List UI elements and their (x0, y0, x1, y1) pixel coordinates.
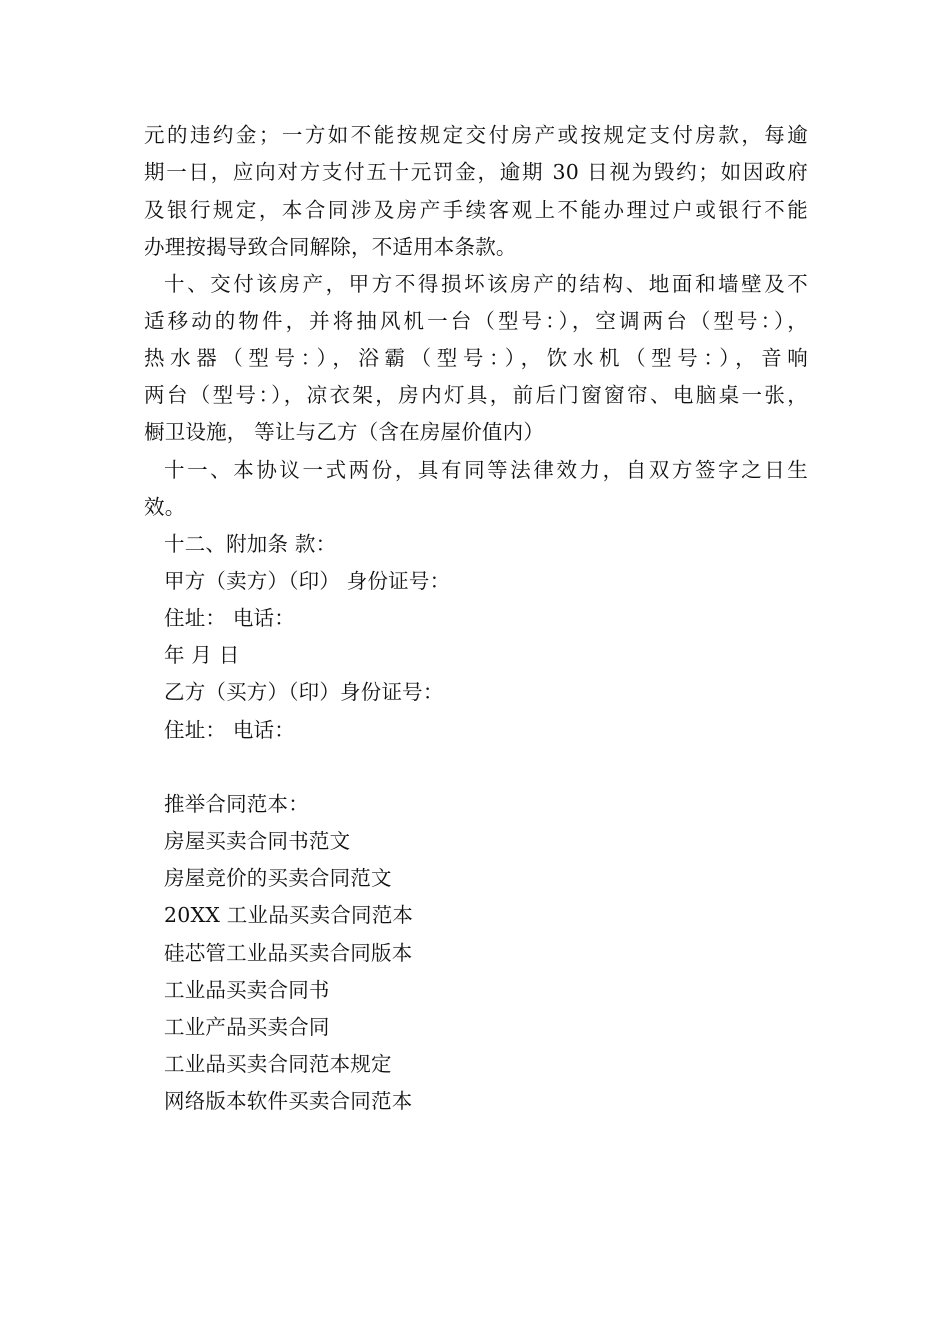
party-b-signature-line: 乙方（买方）（印）身份证号： (164, 680, 444, 704)
paragraph-line: 两台（型号：），凉衣架，房内灯具，前后门窗窗帘、电脑桌一张， (144, 383, 808, 407)
paragraph-line: 元的违约金；一方如不能按规定交付房产或按规定支付房款，每逾 (144, 123, 808, 147)
clause-eleven-line: 十一、本协议一式两份，具有同等法律效力，自双方签字之日生 (164, 458, 808, 482)
recommend-link[interactable]: 房屋竞价的买卖合同范文 (164, 866, 392, 890)
recommend-link[interactable]: 20XX 工业品买卖合同范本 (164, 903, 414, 927)
party-a-signature-line: 甲方（卖方）（印） 身份证号： (164, 569, 451, 593)
paragraph-line: 橱卫设施， 等让与乙方（含在房屋价值内） (144, 420, 545, 444)
paragraph-line: 办理按揭导致合同解除，不适用本条款。 (144, 235, 517, 259)
recommend-heading: 推举合同范本： (164, 792, 309, 816)
clause-twelve-line: 十二、附加条 款： (164, 532, 337, 556)
recommend-link[interactable]: 工业品买卖合同范本规定 (164, 1052, 392, 1076)
party-a-address-line: 住址： 电话： (164, 606, 295, 630)
paragraph-line: 适移动的物件，并将抽风机一台（型号：），空调两台（型号：）， (144, 309, 808, 333)
recommend-link[interactable]: 网络版本软件买卖合同范本 (164, 1089, 413, 1113)
paragraph-line: 热水器（型号：），浴霸（型号：），饮水机（型号：），音响 (144, 346, 808, 370)
date-line: 年 月 日 (164, 643, 240, 667)
recommend-link[interactable]: 房屋买卖合同书范文 (164, 829, 351, 853)
recommend-link[interactable]: 硅芯管工业品买卖合同版本 (164, 941, 413, 965)
paragraph-line: 及银行规定，本合同涉及房产手续客观上不能办理过户或银行不能 (144, 198, 808, 222)
recommend-link[interactable]: 工业产品买卖合同 (164, 1015, 330, 1039)
paragraph-line: 期一日，应向对方支付五十元罚金，逾期 30 日视为毁约；如因政府 (144, 160, 808, 184)
party-b-address-line: 住址： 电话： (164, 718, 295, 742)
paragraph-line: 效。 (144, 495, 186, 519)
clause-ten-line: 十、交付该房产，甲方不得损坏该房产的结构、地面和墙壁及不 (164, 272, 808, 296)
recommend-link[interactable]: 工业品买卖合同书 (164, 978, 330, 1002)
